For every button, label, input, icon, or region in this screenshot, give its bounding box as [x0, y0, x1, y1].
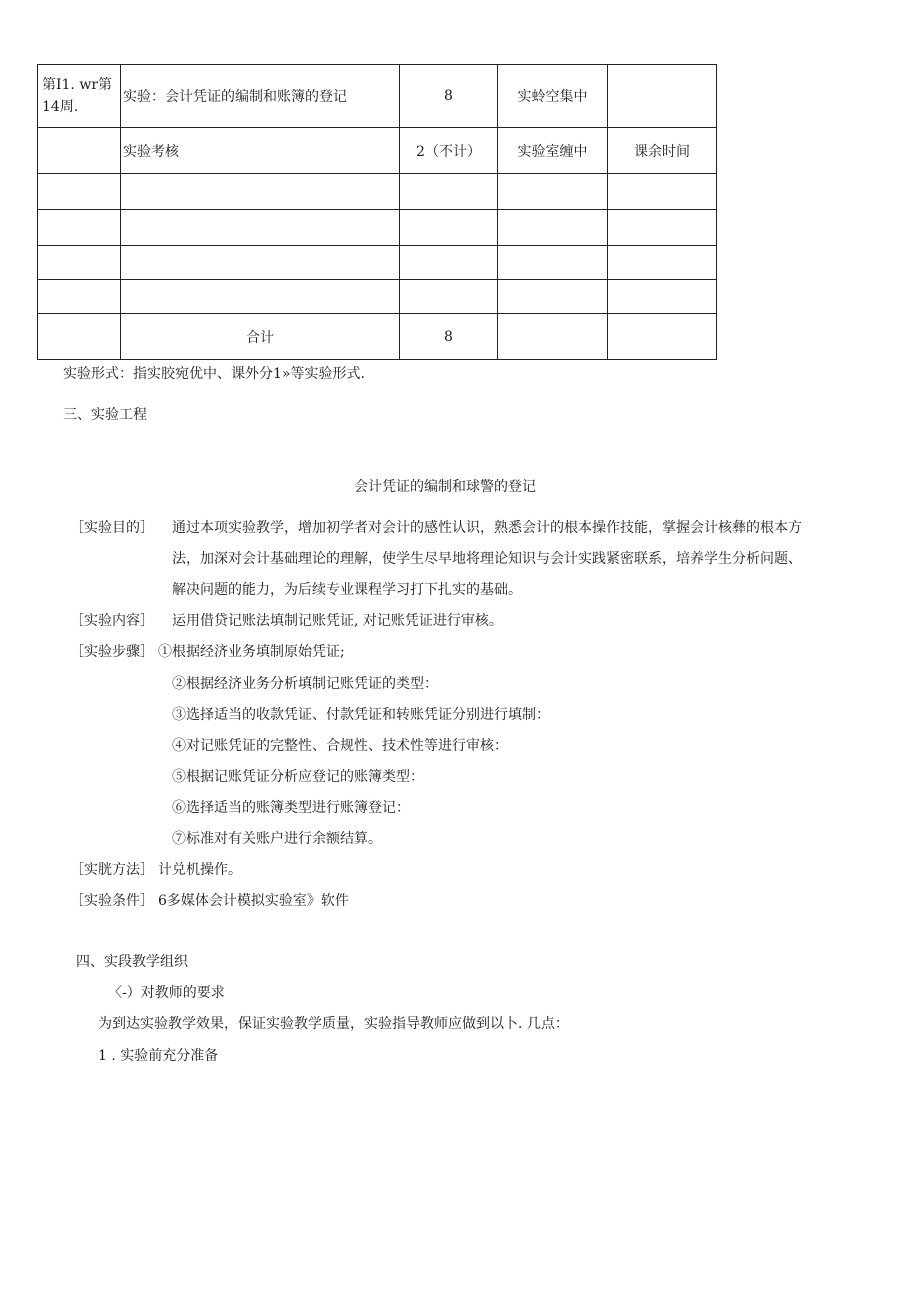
step-7: ⑦标准对有关账户进行余额结算。: [172, 831, 382, 847]
table-row: [38, 246, 717, 280]
note-cell: [608, 246, 717, 280]
purpose-line-2: 法，加深对会计基础理论的理解，使学生尽早地将理论知识与会计实践紧密联系，培养学生分析问题、: [172, 551, 802, 567]
purpose-line-1: 通过本项实验教学，增加初学者对会计的感性认识，熟悉会计的根本操作技能，掌握会计核彝的根本方: [172, 520, 802, 536]
hours-cell: 2（不计）: [400, 128, 498, 174]
step-5: ⑤根据记账凭证分析应登记的账簿类型：: [172, 769, 424, 785]
step-1: ①根据经济业务填制原始凭证;: [158, 644, 345, 660]
note-cell: [608, 65, 717, 128]
experiment-name-cell: 实验：会计凭证的编制和账簿的登记: [121, 65, 400, 128]
week-cell: [38, 128, 121, 174]
steps-label: ［实验步骤］: [70, 644, 154, 660]
section-3-heading: 三、实验工程: [63, 407, 147, 423]
experiment-form-note: 实验形式：指实胶宛优中、课外分1»等实验形式.: [63, 366, 365, 382]
total-label-cell: 合计: [121, 314, 400, 360]
table-row: [38, 314, 717, 360]
experiment-name-cell: [121, 246, 400, 280]
method-text: 计兑机操作。: [158, 862, 242, 878]
section-4-heading: 四、实段教学组织: [76, 954, 188, 970]
experiment-name-cell: [121, 174, 400, 210]
list-item-1: 1 . 实验前充分准备: [98, 1048, 219, 1064]
table-row: [38, 128, 717, 174]
week-cell: [38, 210, 121, 246]
hours-cell: [400, 210, 498, 246]
subsection-1-text: 为到达实验教学效果，保证实验教学质量，实验指导教师应做到以卜. 几点：: [98, 1016, 569, 1032]
step-6: ⑥选择适当的账簿类型进行账簿登记：: [172, 800, 410, 816]
table-row: [38, 65, 717, 128]
content-label: ［实验内容］: [70, 613, 154, 629]
week-cell: [38, 246, 121, 280]
method-label: ［实胱方法］: [70, 862, 154, 878]
purpose-line-3: 解决问题的能力，为后续专业课程学习打下扎实的基础。: [172, 582, 522, 598]
hours-cell: 8: [400, 65, 498, 128]
step-3: ③选择适当的收款凭证、付款凭证和转账凭证分别进行填制：: [172, 707, 550, 723]
week-cell: [38, 65, 121, 128]
condition-label: ［实验条件］: [70, 893, 154, 909]
week-cell: [38, 280, 121, 314]
place-cell: [498, 314, 608, 360]
week-line1: 第I1. wr第: [42, 77, 113, 93]
hours-cell: [400, 174, 498, 210]
hours-cell: [400, 246, 498, 280]
week-cell: [38, 174, 121, 210]
experiment-name-cell: 实验考核: [121, 128, 400, 174]
place-cell: [498, 210, 608, 246]
experiment-name-cell: [121, 280, 400, 314]
week-line2: 14周.: [42, 99, 79, 115]
subsection-1-heading: 〈-）对教师的要求: [108, 985, 225, 1001]
hours-cell: [400, 280, 498, 314]
total-hours-cell: 8: [400, 314, 498, 360]
experiment-name-cell: [121, 210, 400, 246]
note-cell: [608, 174, 717, 210]
place-cell: [498, 246, 608, 280]
note-cell: 课余时间: [608, 128, 717, 174]
note-cell: [608, 210, 717, 246]
purpose-label: ［实验目的］: [70, 520, 154, 536]
condition-text: 6多媒体会计模拟实验室》软件: [158, 893, 349, 909]
experiment-title: 会计凭证的编制和球警的登记: [354, 479, 536, 495]
place-cell: [498, 280, 608, 314]
table-row: [38, 280, 717, 314]
step-2: ②根据经济业务分析填制记账凭证的类型：: [172, 676, 438, 692]
table-row: [38, 210, 717, 246]
week-cell: [38, 314, 121, 360]
step-4: ④对记账凭证的完整性、合规性、技术性等进行审核：: [172, 738, 508, 754]
place-cell: 实蛉空集中: [498, 65, 608, 128]
note-cell: [608, 314, 717, 360]
schedule-table: [37, 64, 717, 360]
place-cell: 实验室缠中: [498, 128, 608, 174]
table-row: [38, 174, 717, 210]
note-cell: [608, 280, 717, 314]
content-text: 运用借贷记账法填制记账凭证, 对记账凭证进行审核。: [172, 613, 503, 629]
place-cell: [498, 174, 608, 210]
